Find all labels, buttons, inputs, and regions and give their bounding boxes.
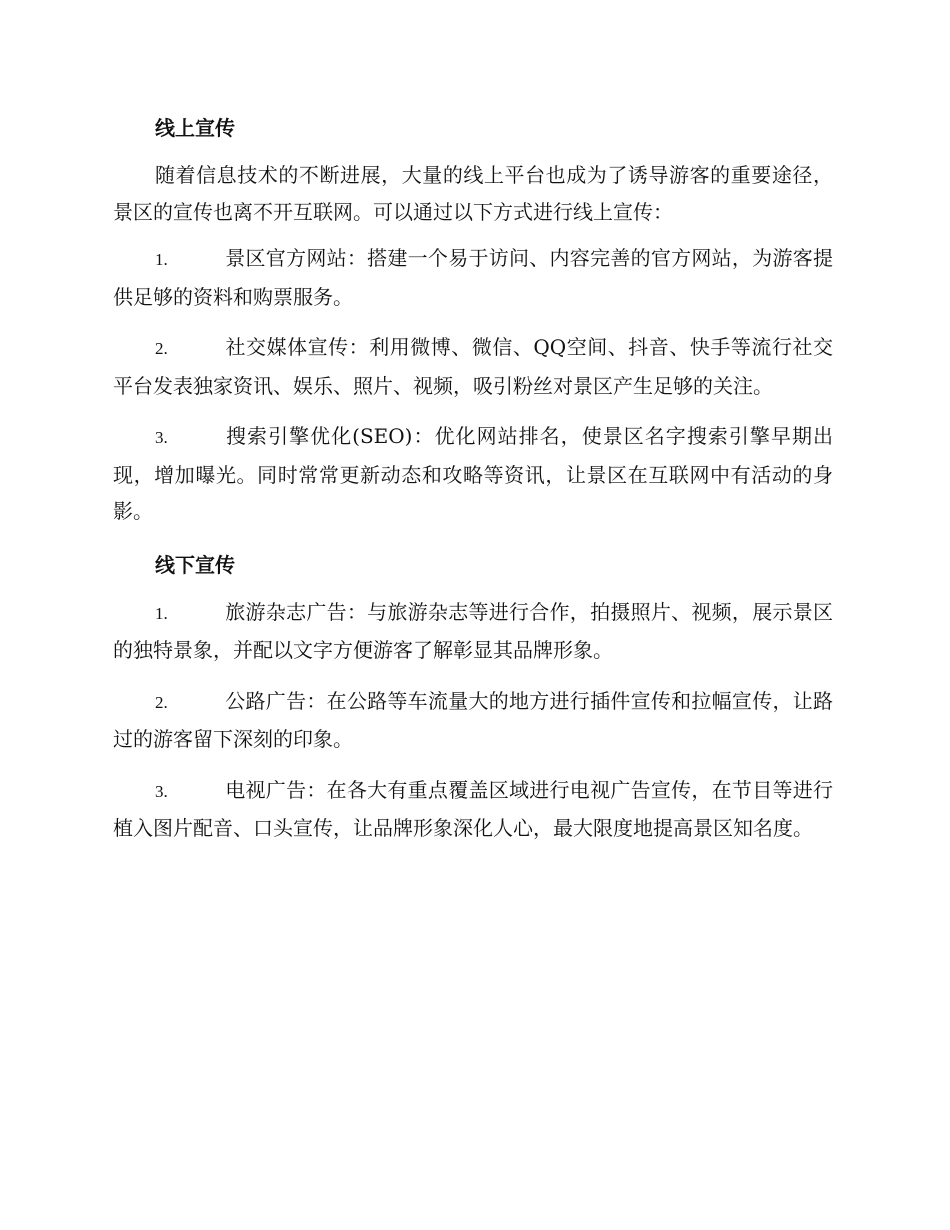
offline-list-item-1 [113, 594, 833, 669]
offline-list-item-3 [113, 772, 833, 847]
list-item-text: 景区官方网站：搭建一个易于访问、内容完善的官方网站，为游客提供足够的资料和购票服务。 [113, 246, 833, 309]
section-heading-online: 线上宣传 [155, 116, 235, 140]
list-item-number: 1. [155, 250, 168, 269]
online-list-item-3 [113, 418, 833, 530]
list-item-number: 3. [155, 428, 168, 447]
list-item-number: 2. [155, 339, 168, 358]
online-list-item-2 [113, 329, 833, 404]
list-item-number: 3. [155, 781, 168, 801]
list-item-text: 电视广告：在各大有重点覆盖区域进行电视广告宣传，在节目等进行植入图片配音、口头宣传，让品牌形象深化人心，最大限度地提高景区知名度。 [113, 777, 833, 840]
list-item-number: 2. [155, 692, 168, 712]
online-intro-paragraph: 随着信息技术的不断进展，大量的线上平台也成为了诱导游客的重要途径，景区的宣传也离不开互联网。可以通过以下方式进行线上宣传： [113, 163, 833, 224]
list-item-number: 1. [155, 603, 168, 623]
list-item-text: 搜索引擎优化(SEO)：优化网站排名，使景区名字搜索引擎早期出现，增加曝光。同时常常更新动态和攻略等资讯，让景区在互联网中有活动的身影。 [113, 424, 833, 523]
document-body [113, 111, 833, 861]
online-list-item-1 [113, 240, 833, 315]
list-item-text: 公路广告：在公路等车流量大的地方进行插件宣传和拉幅宣传，让路过的游客留下深刻的印象。 [113, 688, 833, 751]
list-item-text: 旅游杂志广告：与旅游杂志等进行合作，拍摄照片、视频，展示景区的独特景象，并配以文字方便游客了解彰显其品牌形象。 [113, 599, 833, 662]
section-heading-offline: 线下宣传 [155, 552, 235, 577]
list-item-text: 社交媒体宣传：利用微博、微信、QQ空间、抖音、快手等流行社交平台发表独家资讯、娱乐、照片、视频，吸引粉丝对景区产生足够的关注。 [113, 335, 833, 398]
offline-list-item-2 [113, 683, 833, 758]
